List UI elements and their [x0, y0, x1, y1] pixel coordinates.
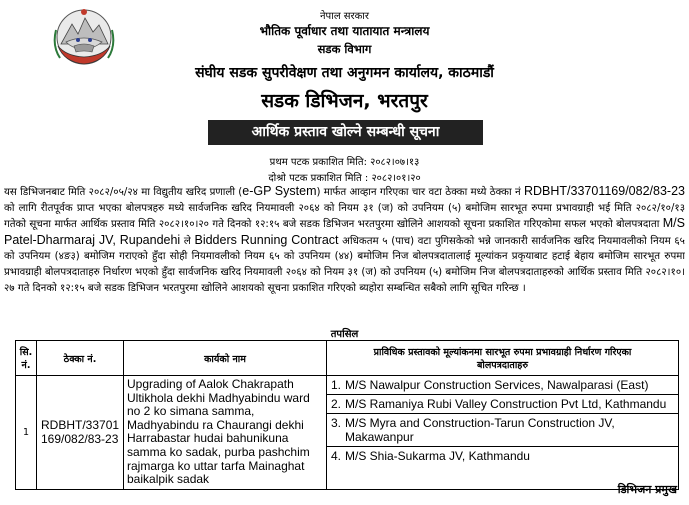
- row-contract-no: RDBHT/33701169/082/83-23: [37, 376, 124, 490]
- header-bidders: प्राविधिक प्रस्तावको मूल्यांकनमा सारभूत रुपमा प्रभावग्राही निर्धारण गरिएका बोलपत्रदाताहरु: [327, 341, 679, 376]
- signature-division-chief: डिभिजन प्रमुख: [617, 483, 677, 496]
- body-segment: अधिकतम ५ (पाच) वटा पुगिसकेको भन्ने जानकारी सार्वजनिक खरिद नियमावलीको नियम ६५ को उपनियम (४ङ३) बमोजिम गराएको हुँदा सोही नियमावलीको नियम ६५ को उपनियम (४४) बमोजिम निज बोलपत्रदातालाई मूल्यांकन प्रकृयाबाट हटाई बेहाय बमोजिम सारभूत रुपमा प्रभावग्राही बोलपत्रदाताहरु निर्धारण भएको हुँदा सार्वजनिक खरिद नियमावली २०६४ को नियम ३१ (ज) को उपनियम (५) बमोजिम निज बोलपत्रदाताहरुको आर्थिक प्रस्ताव मिति २०८२।१०।२७ गते दिनको १२:१५ बजे सडक डिभिजन भरतपुरमा खोलिने आशयको सूचना प्रकाशित गरिएको ब्यहोरा सम्बन्धित सबैको लागि सूचित गरिन्छ ।: [4, 235, 685, 294]
- body-segment: ) मार्फत आव्हान गरिएका चार वटा ठेक्का मध्ये ठेक्का नं: [316, 187, 524, 198]
- table-row: [16, 376, 679, 490]
- header-government: नेपाल सरकार: [320, 11, 369, 22]
- contract-number-text: RDBHT/33701169/082/83-23: [523, 184, 685, 198]
- bidder-item: 1. M/S Nawalpur Construction Services, Nawalparasi (East): [327, 376, 678, 395]
- notice-body: [4, 184, 685, 296]
- header-sn: सि. नं.: [16, 341, 37, 376]
- row-bidders: [327, 376, 679, 490]
- header-division: सडक डिभिजन, भरतपुर: [261, 90, 428, 112]
- table-caption: तपसिल: [330, 329, 359, 340]
- header-work-name: कार्यको नाम: [124, 341, 327, 376]
- body-segment: को लागि रीतपूर्वक प्राप्त भएका बोलपत्रहरु मध्ये सार्वजनिक खरिद नियमावली २०६४ को नियम ३१ (ज) को उपनियम (५) बमोजिम सारभूत रुपमा प्रभावग्राही भई मिति २०८२/१०/१३ गतेको सूचना मार्फत आर्थिक प्रस्ताव मिति २०८२।१०।२० गते दिनको १२:१५ बजे सडक डिभिजन भरतपुरमा खोलिने आशयको सूचना प्रकाशित गरिएकोमा सफल भएको बोलपत्रदाता: [4, 202, 685, 231]
- body-segment: यस डिभिजनबाट मिति २०८२/०५/२४ मा विद्युतीय खरिद प्रणाली (: [4, 187, 243, 198]
- header-office: संघीय सडक सुपरीवेक्षण तथा अनुगमन कार्यालय, काठमाडौं: [195, 65, 494, 81]
- second-publication-date: दोश्रो पटक प्रकाशित मिति : २०८२।०१।२०: [268, 173, 421, 184]
- header-department: सडक विभाग: [317, 42, 372, 56]
- bidder-item: 3. M/S Myra and Construction-Tarun Construction JV, Makawanpur: [327, 414, 678, 447]
- bidder-item: 2. M/S Ramaniya Rubi Valley Construction Pvt Ltd, Kathmandu: [327, 395, 678, 414]
- row-work-name: Upgrading of Aalok Chakrapath Ultikhola dekhi Madhyabindu ward no 2 ko simana samma, Madhyabindu ra Chaurangi dekhi Harrabastar hudai bahunikuna samma ko sadak, purba pashchim rajmarga ko uttar tarfa Mainaghat baikalpik sadak: [124, 376, 327, 490]
- body-segment: ले: [180, 235, 195, 247]
- table-header-row: [16, 341, 679, 376]
- notice-title: आर्थिक प्रस्ताव खोल्ने सम्बन्धी सूचना: [208, 120, 483, 145]
- removed-bidder-name: M/S Patel-Dharmaraj JV, Rupandehi: [4, 216, 685, 247]
- row-sn: 1: [16, 376, 37, 490]
- bidder-item: 4. M/S Shia-Sukarma JV, Kathmandu: [331, 449, 530, 463]
- header-contract-no: ठेक्का नं.: [37, 341, 124, 376]
- running-contract-term: Bidders Running Contract: [194, 232, 339, 247]
- header-ministry: भौतिक पूर्वाधार तथा यातायात मन्त्रालय: [259, 24, 430, 38]
- details-table: [15, 340, 679, 490]
- egp-system-term: e-GP System: [242, 184, 317, 198]
- first-publication-date: प्रथम पटक प्रकाशित मिति: २०८२।०७।१३: [269, 157, 420, 168]
